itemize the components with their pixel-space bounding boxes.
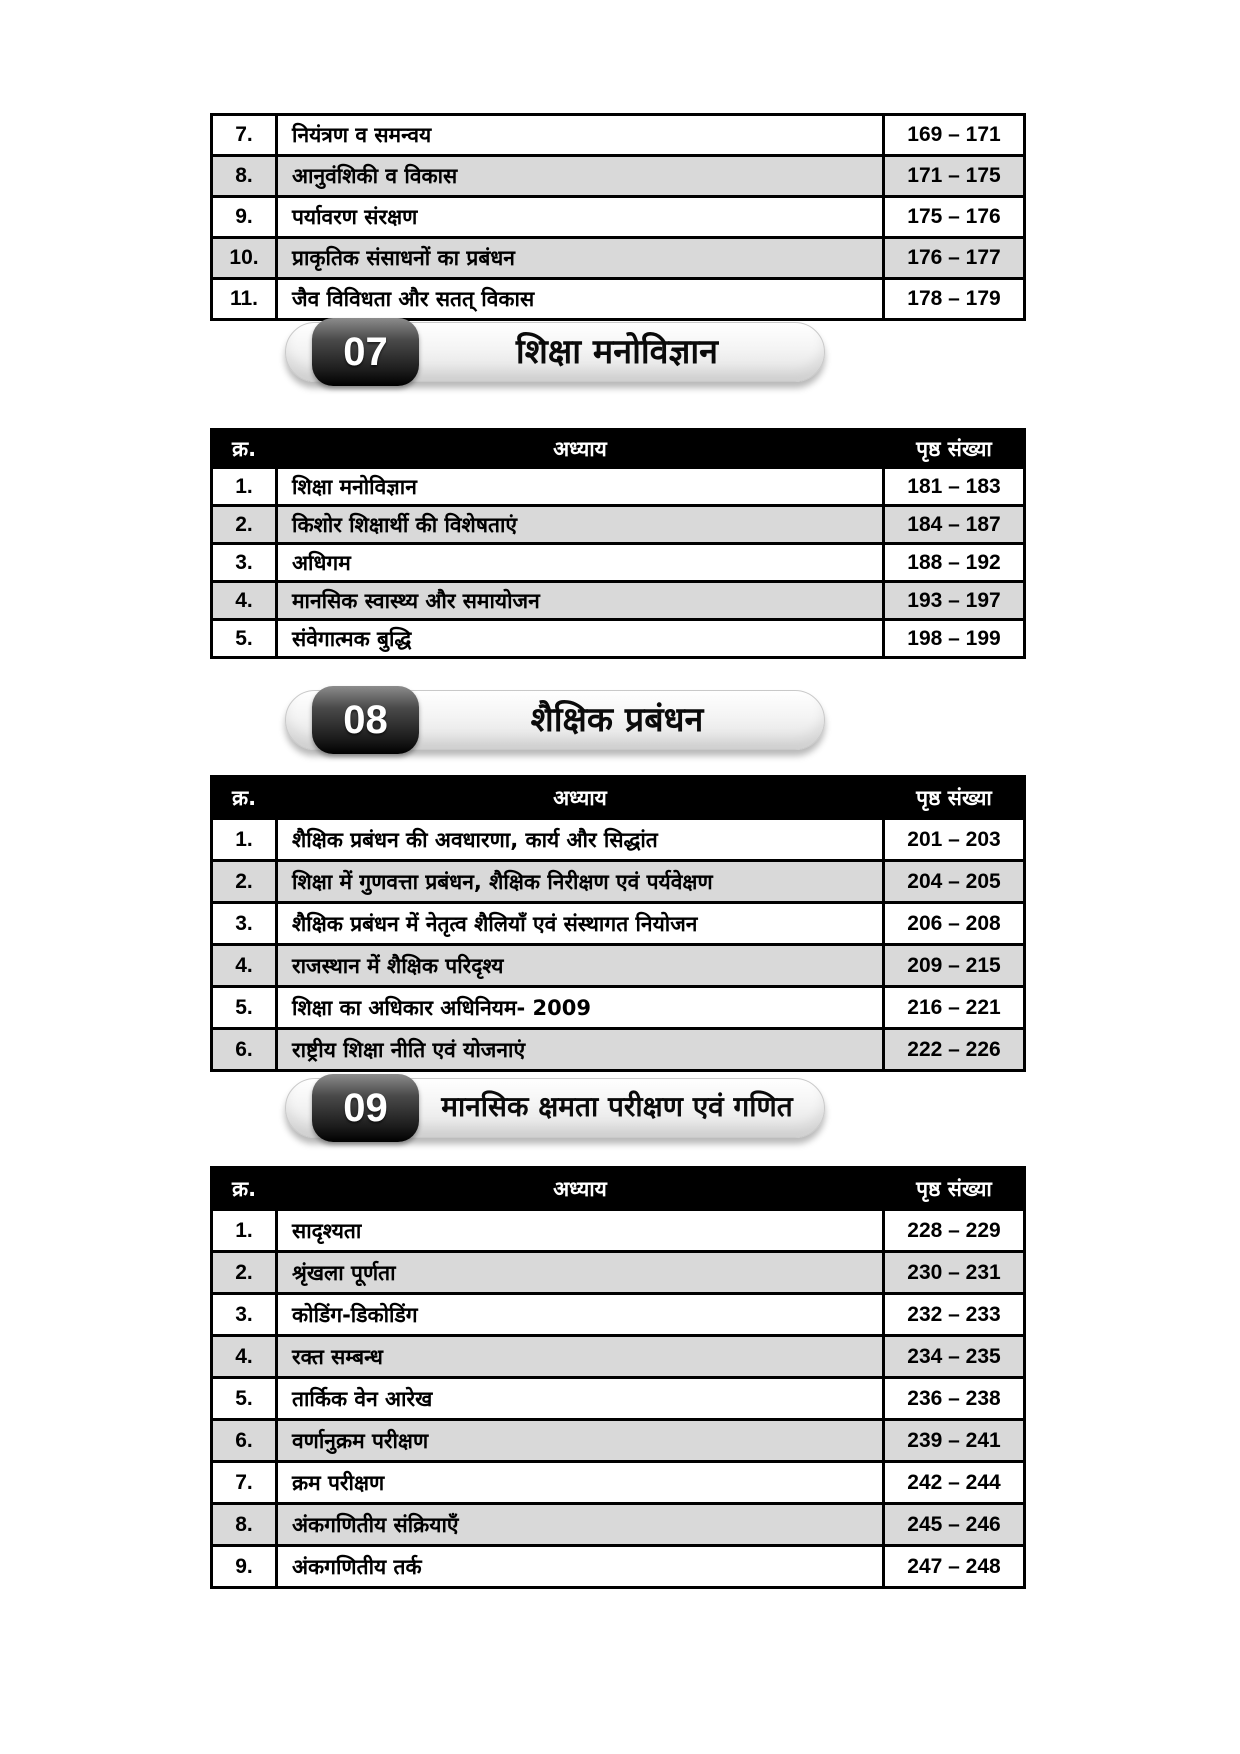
chapter-cell: प्राकृतिक संसाधनों का प्रबंधन: [277, 238, 884, 279]
pages-cell: 171 – 175: [884, 156, 1025, 197]
table-row: [212, 544, 1025, 582]
chapter-cell: क्रम परीक्षण: [277, 1462, 884, 1504]
table-row: [212, 1336, 1025, 1378]
table-row: [212, 903, 1025, 945]
section-number: 07: [343, 330, 388, 374]
chapter-cell: शैक्षिक प्रबंधन में नेतृत्व शैलियाँ एवं संस्थागत नियोजन: [277, 903, 884, 945]
pages-cell: 206 – 208: [884, 903, 1025, 945]
pages-cell: 247 – 248: [884, 1546, 1025, 1588]
chapter-cell: पर्यावरण संरक्षण: [277, 197, 884, 238]
toc-table-08: [210, 775, 1026, 1072]
serial-cell: 5.: [212, 620, 277, 658]
column-header-serial: क्र.: [212, 1168, 277, 1210]
chapter-cell: अधिगम: [277, 544, 884, 582]
serial-cell: 3.: [212, 544, 277, 582]
pages-cell: 193 – 197: [884, 582, 1025, 620]
toc-content: [210, 0, 1023, 1754]
pages-cell: 245 – 246: [884, 1504, 1025, 1546]
toc-table-09: [210, 1166, 1026, 1589]
pages-cell: 234 – 235: [884, 1336, 1025, 1378]
chapter-cell: रक्त सम्बन्ध: [277, 1336, 884, 1378]
chapter-cell: संवेगात्मक बुद्धि: [277, 620, 884, 658]
chapter-cell: श्रृंखला पूर्णता: [277, 1252, 884, 1294]
serial-cell: 11.: [212, 279, 277, 320]
serial-cell: 8.: [212, 156, 277, 197]
chapter-cell: सादृश्यता: [277, 1210, 884, 1252]
section-number-badge: [312, 1074, 419, 1142]
column-header-chapter: अध्याय: [277, 777, 884, 819]
column-header-chapter: अध्याय: [277, 430, 884, 468]
chapter-cell: शिक्षा मनोविज्ञान: [277, 468, 884, 506]
table-row: [212, 620, 1025, 658]
section-number-badge: [312, 318, 419, 386]
serial-cell: 1.: [212, 1210, 277, 1252]
serial-cell: 2.: [212, 861, 277, 903]
chapter-cell: शिक्षा का अधिकार अधिनियम- 2009: [277, 987, 884, 1029]
table-header-row: [212, 1168, 1025, 1210]
table-row: [212, 506, 1025, 544]
section-number-badge: [312, 686, 419, 754]
column-header-chapter: अध्याय: [277, 1168, 884, 1210]
table-row: [212, 1252, 1025, 1294]
pages-cell: 176 – 177: [884, 238, 1025, 279]
column-header-pages: पृष्ठ संख्या: [884, 430, 1025, 468]
table-row: [212, 819, 1025, 861]
serial-cell: 6.: [212, 1420, 277, 1462]
serial-cell: 8.: [212, 1504, 277, 1546]
table-row: [212, 1294, 1025, 1336]
pages-cell: 236 – 238: [884, 1378, 1025, 1420]
section-title: मानसिक क्षमता परीक्षण एवं गणित: [441, 1090, 793, 1123]
serial-cell: 5.: [212, 987, 277, 1029]
toc-table-continued: [210, 113, 1026, 321]
pages-cell: 188 – 192: [884, 544, 1025, 582]
chapter-cell: नियंत्रण व समन्वय: [277, 115, 884, 156]
chapter-cell: राष्ट्रीय शिक्षा नीति एवं योजनाएं: [277, 1029, 884, 1071]
chapter-cell: आनुवंशिकी व विकास: [277, 156, 884, 197]
column-header-serial: क्र.: [212, 777, 277, 819]
table-row: [212, 1546, 1025, 1588]
serial-cell: 3.: [212, 903, 277, 945]
serial-cell: 2.: [212, 1252, 277, 1294]
table-row: [212, 115, 1025, 156]
section-header-08: [285, 690, 825, 750]
pages-cell: 216 – 221: [884, 987, 1025, 1029]
table-row: [212, 1420, 1025, 1462]
table-row: [212, 1029, 1025, 1071]
serial-cell: 4.: [212, 582, 277, 620]
serial-cell: 4.: [212, 945, 277, 987]
chapter-cell: शिक्षा में गुणवत्ता प्रबंधन, शैक्षिक निरीक्षण एवं पर्यवेक्षण: [277, 861, 884, 903]
column-header-pages: पृष्ठ संख्या: [884, 1168, 1025, 1210]
section-title: शैक्षिक प्रबंधन: [530, 700, 704, 740]
pages-cell: 184 – 187: [884, 506, 1025, 544]
chapter-cell: राजस्थान में शैक्षिक परिदृश्य: [277, 945, 884, 987]
table-row: [212, 197, 1025, 238]
pages-cell: 209 – 215: [884, 945, 1025, 987]
section-title: शिक्षा मनोविज्ञान: [515, 332, 719, 372]
column-header-pages: पृष्ठ संख्या: [884, 777, 1025, 819]
pages-cell: 169 – 171: [884, 115, 1025, 156]
pages-cell: 239 – 241: [884, 1420, 1025, 1462]
pages-cell: 232 – 233: [884, 1294, 1025, 1336]
table-row: [212, 279, 1025, 320]
chapter-cell: किशोर शिक्षार्थी की विशेषताएं: [277, 506, 884, 544]
pages-cell: 242 – 244: [884, 1462, 1025, 1504]
table-row: [212, 1504, 1025, 1546]
chapter-cell: तार्किक वेन आरेख: [277, 1378, 884, 1420]
table-header-row: [212, 430, 1025, 468]
table-row: [212, 582, 1025, 620]
table-row: [212, 945, 1025, 987]
pages-cell: 222 – 226: [884, 1029, 1025, 1071]
table-row: [212, 987, 1025, 1029]
chapter-cell: अंकगणितीय संक्रियाएँ: [277, 1504, 884, 1546]
serial-cell: 9.: [212, 1546, 277, 1588]
serial-cell: 2.: [212, 506, 277, 544]
pages-cell: 230 – 231: [884, 1252, 1025, 1294]
serial-cell: 3.: [212, 1294, 277, 1336]
table-row: [212, 238, 1025, 279]
serial-cell: 7.: [212, 115, 277, 156]
section-header-07: [285, 322, 825, 382]
table-row: [212, 1462, 1025, 1504]
serial-cell: 6.: [212, 1029, 277, 1071]
chapter-cell: जैव विविधता और सतत् विकास: [277, 279, 884, 320]
table-row: [212, 1378, 1025, 1420]
chapter-cell: शैक्षिक प्रबंधन की अवधारणा, कार्य और सिद्धांत: [277, 819, 884, 861]
table-row: [212, 468, 1025, 506]
serial-cell: 1.: [212, 468, 277, 506]
pages-cell: 181 – 183: [884, 468, 1025, 506]
pages-cell: 198 – 199: [884, 620, 1025, 658]
serial-cell: 9.: [212, 197, 277, 238]
chapter-cell: कोडिंग-डिकोडिंग: [277, 1294, 884, 1336]
table-row: [212, 1210, 1025, 1252]
serial-cell: 7.: [212, 1462, 277, 1504]
serial-cell: 5.: [212, 1378, 277, 1420]
pages-cell: 178 – 179: [884, 279, 1025, 320]
serial-cell: 4.: [212, 1336, 277, 1378]
pages-cell: 201 – 203: [884, 819, 1025, 861]
section-header-09: [285, 1078, 825, 1138]
column-header-serial: क्र.: [212, 430, 277, 468]
pages-cell: 228 – 229: [884, 1210, 1025, 1252]
pages-cell: 204 – 205: [884, 861, 1025, 903]
chapter-cell: अंकगणितीय तर्क: [277, 1546, 884, 1588]
pages-cell: 175 – 176: [884, 197, 1025, 238]
toc-table-07: [210, 428, 1026, 659]
serial-cell: 10.: [212, 238, 277, 279]
chapter-cell: मानसिक स्वास्थ्य और समायोजन: [277, 582, 884, 620]
table-row: [212, 861, 1025, 903]
section-number: 09: [343, 1086, 388, 1130]
serial-cell: 1.: [212, 819, 277, 861]
chapter-cell: वर्णानुक्रम परीक्षण: [277, 1420, 884, 1462]
table-row: [212, 156, 1025, 197]
table-header-row: [212, 777, 1025, 819]
section-number: 08: [343, 698, 388, 742]
